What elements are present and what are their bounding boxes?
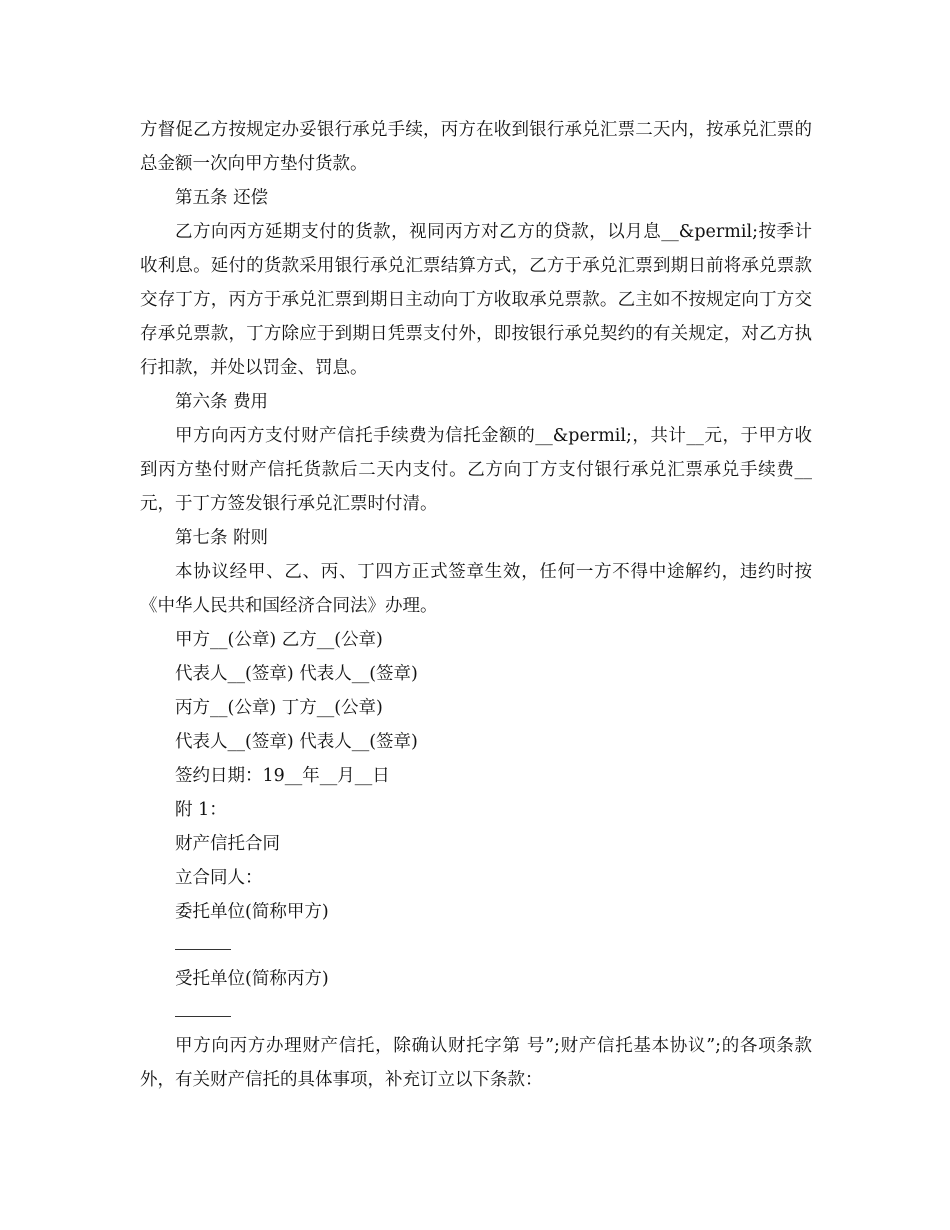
signature-line-party-a-b: 甲方__(公章) 乙方__(公章)	[175, 630, 383, 650]
appendix-title: 财产信托合同	[175, 834, 280, 854]
article-6-body: 甲方向丙方支付财产信托手续费为信托金额的__&permil;，共计__元，于甲方收到丙方垫付财产信托货款后二天内支付。乙方向丁方支付银行承兑汇票承兑手续费__元，于丁方签发银行承兑汇票时付清。	[140, 426, 812, 514]
trustee-unit-blank-line	[175, 1016, 231, 1017]
paragraph-continuation: 方督促乙方按规定办妥银行承兑手续，丙方在收到银行承兑汇票二天内，按承兑汇票的总金额一次向甲方垫付货款。	[140, 120, 812, 174]
article-5-heading: 第五条 还偿	[175, 188, 269, 208]
entrusting-unit-blank-line	[175, 949, 231, 950]
signature-line-party-c-d: 丙方__(公章) 丁方__(公章)	[175, 698, 383, 718]
contracting-parties-label: 立合同人：	[175, 868, 263, 888]
signature-line-representatives-1: 代表人__(签章) 代表人__(签章)	[175, 664, 418, 684]
trustee-unit-label: 受托单位(简称丙方)	[175, 969, 329, 989]
entrusting-unit-label: 委托单位(简称甲方)	[175, 902, 329, 922]
signature-line-representatives-2: 代表人__(签章) 代表人__(签章)	[175, 732, 418, 752]
document-body	[140, 113, 812, 1097]
article-6-heading: 第六条 费用	[175, 392, 269, 412]
article-7-body: 本协议经甲、乙、丙、丁四方正式签章生效，任何一方不得中途解约，违约时按《中华人民共和国经济合同法》办理。	[140, 562, 812, 616]
article-5-body: 乙方向丙方延期支付的货款，视同丙方对乙方的贷款，以月息__&permil;按季计收利息。延付的货款采用银行承兑汇票结算方式，乙方于承兑汇票到期日前将承兑票款交存丁方，丙方于承兑汇票到期日主动向丁方收取承兑票款。乙主如不按规定向丁方交存承兑票款，丁方除应于到期日凭票支付外，即按银行承兑契约的有关规定，对乙方执行扣款，并处以罚金、罚息。	[140, 222, 812, 378]
appendix-label: 附 1：	[175, 800, 227, 820]
supplementary-terms-intro: 甲方向丙方办理财产信托，除确认财托字第 号”;财产信托基本协议”;的各项条款外，有关财产信托的具体事项，补充订立以下条款：	[140, 1036, 812, 1090]
article-7-heading: 第七条 附则	[175, 528, 269, 548]
signing-date: 签约日期：19__年__月__日	[175, 766, 390, 786]
